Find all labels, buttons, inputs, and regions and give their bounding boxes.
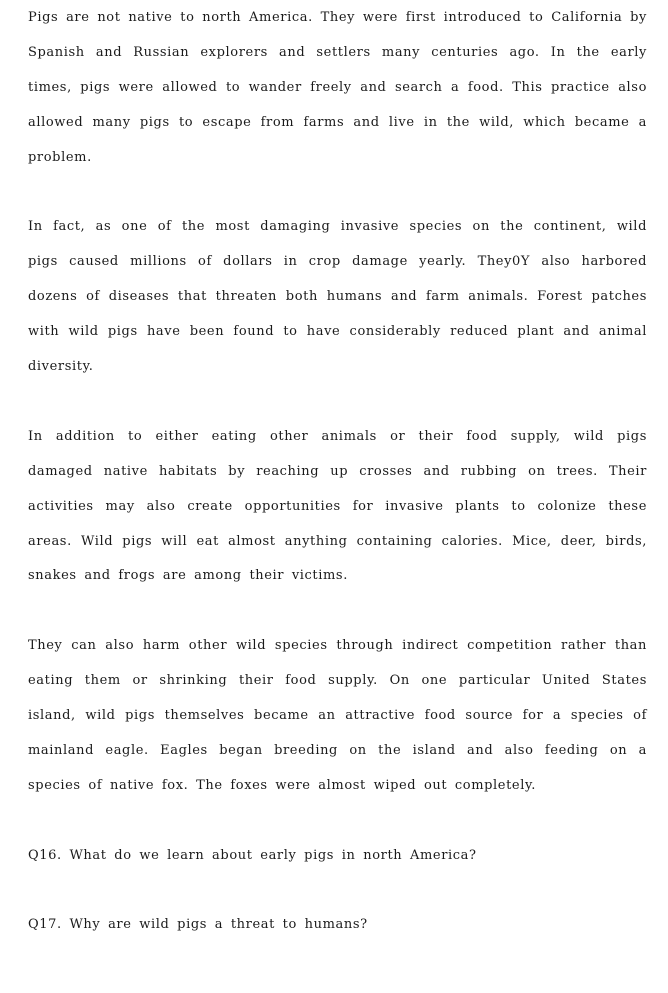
paragraph-spacer: [28, 874, 647, 909]
paragraph-1: Pigs are not native to north America. They were first introduced to California by Spanish and Russian explorers and settlers many centuries ago. In the early times, pigs were allowed to wander freely and search a food. This practice also allowed many pigs to escape from farms and live in the wild, which became a problem.: [28, 10, 655, 165]
paragraph-spacer: [28, 594, 647, 629]
document-body: [28, 0, 655, 943]
paragraph-spacer: [28, 804, 647, 839]
paragraph-spacer: [28, 176, 647, 211]
question-16: Q16. What do we learn about early pigs in north America?: [28, 847, 477, 863]
paragraph-spacer: [28, 385, 647, 420]
paragraph-2: In fact, as one of the most damaging invasive species on the continent, wild pigs caused millions of dollars in crop damage yearly. They0Y also harbored dozens of diseases that threaten both humans and farm animals. Forest patches with wild pigs have been found to have considerably reduced plant and animal diversity.: [28, 219, 655, 375]
paragraph-4: They can also harm other wild species through indirect competition rather than eating them or shrinking their food supply. On one particular United States island, wild pigs themselves became an attractive food source for a species of mainland eagle. Eagles began breeding on the island and also feeding on a species of native fox. The foxes were almost wiped out completely.: [28, 638, 655, 793]
question-17: Q17. Why are wild pigs a threat to humans?: [28, 917, 368, 933]
paragraph-3: In addition to either eating other animals or their food supply, wild pigs damaged native habitats by reaching up crosses and rubbing on trees. Their activities may also create opportunities for invasive plants to colonize these areas. Wild pigs will eat almost anything containing calories. Mice, deer, birds, snakes and frogs are among their victims.: [28, 428, 655, 584]
